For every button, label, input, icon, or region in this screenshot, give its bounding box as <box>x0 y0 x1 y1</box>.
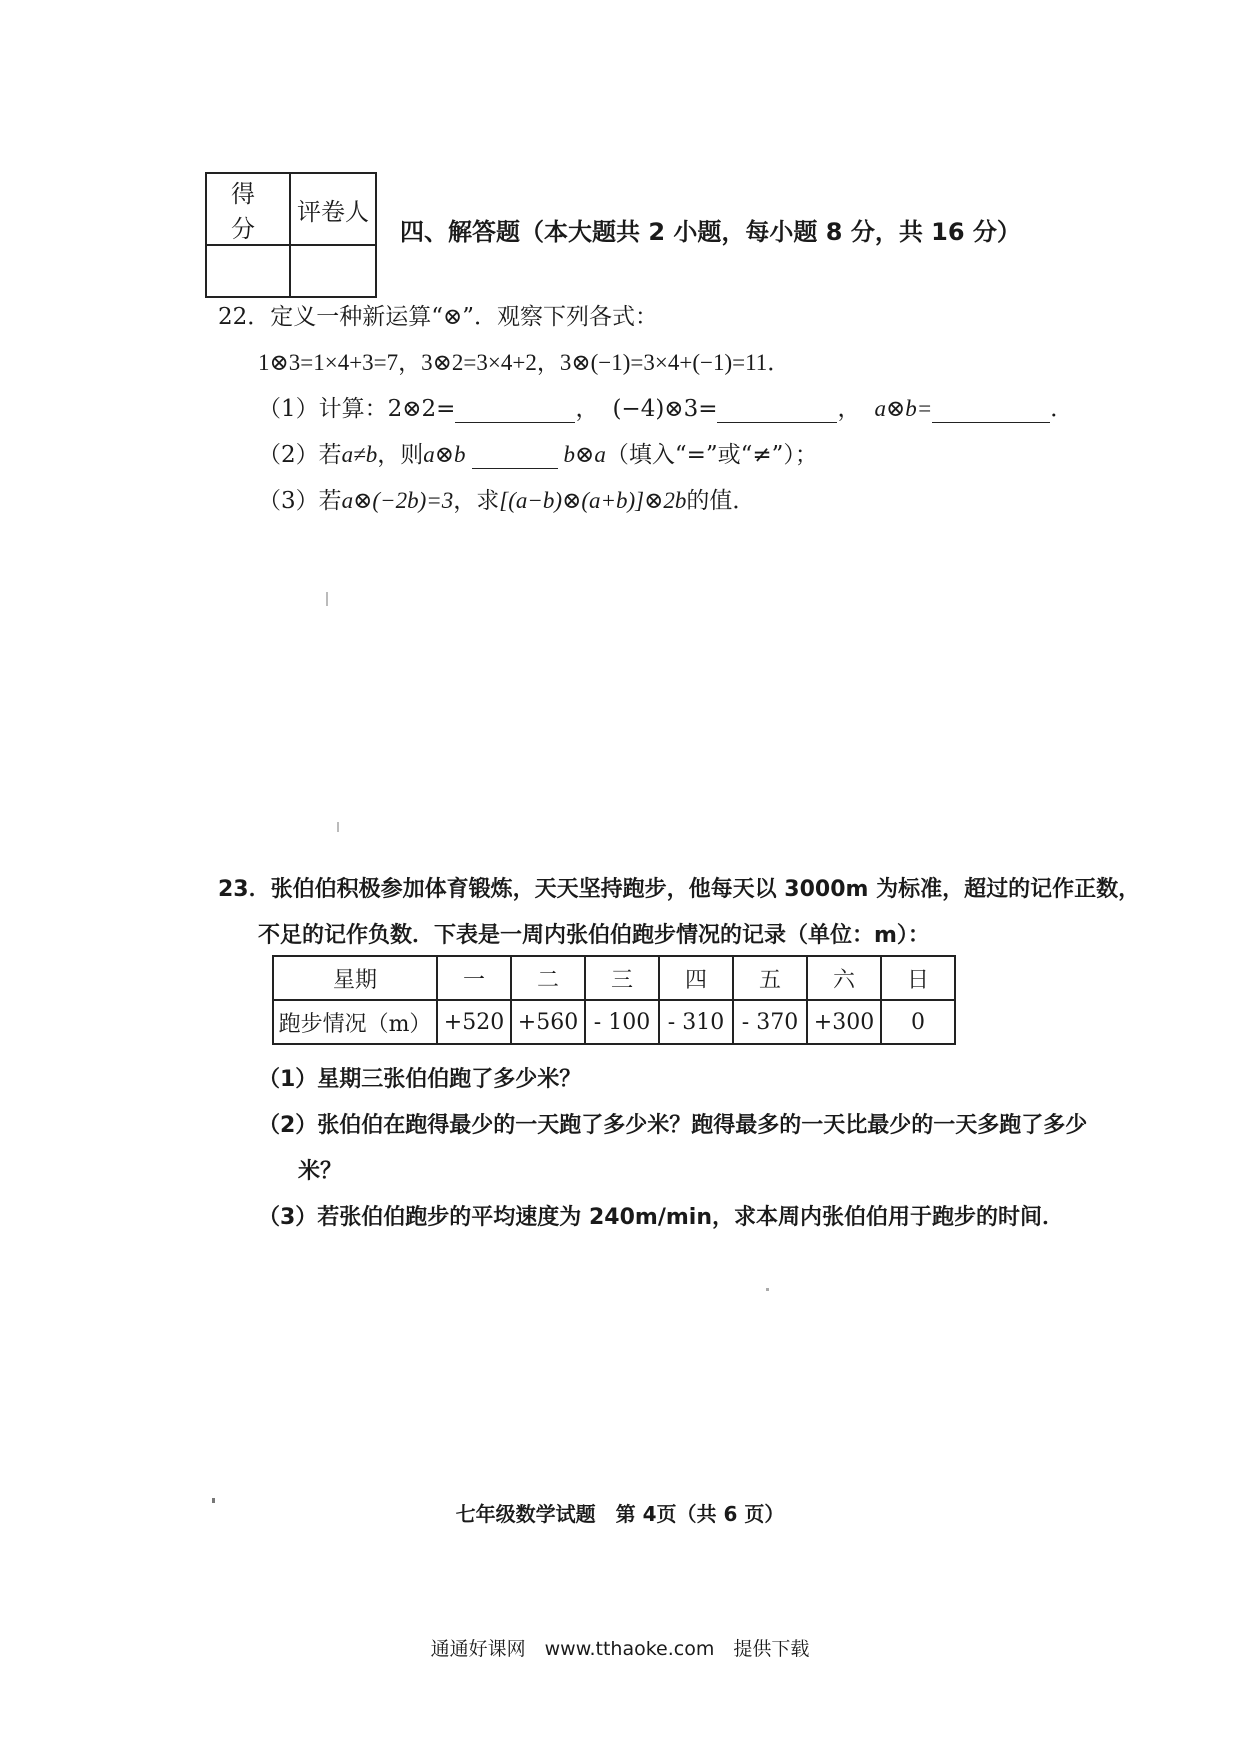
q22-p3-end: 的值． <box>686 488 756 514</box>
section-heading: 四、解答题（本大题共 2 小题，每小题 8 分，共 16 分） <box>400 218 1021 246</box>
q23-part1: （1）星期三张伯伯跑了多少米？ <box>258 1067 582 1092</box>
q22-examples: 1⊗3=1×4+3=7，3⊗2=3×4+2，3⊗(−1)=3×4+(−1)=11． <box>258 350 791 375</box>
page-footer: 七年级数学试题 第 4页（共 6 页） <box>455 1502 785 1526</box>
table-cell-value: 0 <box>881 1000 955 1044</box>
table-cell-value: +560 <box>511 1000 585 1044</box>
q22-p3-cond: a⊗(−2b)=3 <box>341 488 454 513</box>
q22-p1-sep2: ， <box>837 396 861 422</box>
table-row-label-weekday: 星期 <box>273 956 437 1000</box>
q22-p2-left: a⊗b <box>423 442 466 467</box>
q22-p2-prefix: （2）若 <box>258 442 342 468</box>
q23-stem-line1: 23．张伯伯积极参加体育锻炼，天天坚持跑步，他每天以 3000m 为标准，超过的记作正数， <box>218 877 1141 902</box>
q22-p1-prefix: （1）计算： <box>258 396 388 422</box>
table-cell-value: - 100 <box>585 1000 659 1044</box>
table-row-days <box>273 956 955 1000</box>
q23-part2-line2: 米？ <box>298 1159 343 1184</box>
q22-p1-a: 2⊗2= <box>387 396 456 422</box>
q22-part1 <box>258 390 1073 423</box>
q22-p2-right: b⊗a <box>563 442 606 467</box>
answer-blank-1[interactable] <box>455 400 575 423</box>
table-cell-day: 五 <box>733 956 807 1000</box>
download-note: 通通好课网 www.tthaoke.com 提供下载 <box>430 1638 810 1660</box>
q23-part3: （3）若张伯伯跑步的平均速度为 240m/min，求本周内张伯伯用于跑步的时间． <box>258 1205 1064 1230</box>
scan-speck <box>766 1288 769 1291</box>
table-cell-value: +520 <box>437 1000 511 1044</box>
table-cell-value: - 370 <box>733 1000 807 1044</box>
table-cell-day: 日 <box>881 956 955 1000</box>
q22-p2-cond: a≠b <box>341 442 378 467</box>
q22-p1-sep1: ， <box>575 396 599 422</box>
score-box <box>205 172 377 298</box>
scan-speck <box>337 822 339 832</box>
answer-blank-4[interactable] <box>472 446 558 469</box>
q22-part3 <box>258 482 755 515</box>
table-cell-value: +300 <box>807 1000 881 1044</box>
q22-p3-prefix: （3）若 <box>258 488 342 514</box>
table-cell-day: 三 <box>585 956 659 1000</box>
scan-speck <box>326 592 328 606</box>
grader-cell <box>290 245 376 297</box>
table-cell-day: 二 <box>511 956 585 1000</box>
q22-p2-then: ，则 <box>377 442 424 468</box>
score-label: 得 分 <box>206 173 290 245</box>
table-row-values <box>273 1000 955 1044</box>
q22-p1-b: (−4)⊗3= <box>612 396 718 422</box>
q22-stem: 22．定义一种新运算“⊗”．观察下列各式： <box>218 304 659 330</box>
grader-label: 评卷人 <box>290 173 376 245</box>
table-cell-day: 六 <box>807 956 881 1000</box>
table-cell-day: 四 <box>659 956 733 1000</box>
q22-p1-end: ． <box>1050 396 1074 422</box>
q22-p3-mid: ，求 <box>453 488 500 514</box>
running-record-table <box>272 955 956 1045</box>
answer-blank-2[interactable] <box>717 400 837 423</box>
q22-p1-c: a⊗b= <box>874 396 933 421</box>
answer-blank-3[interactable] <box>932 400 1050 423</box>
table-row-label-running: 跑步情况（m） <box>273 1000 437 1044</box>
q23-part2-line1: （2）张伯伯在跑得最少的一天跑了多少米？跑得最多的一天比最少的一天多跑了多少 <box>258 1113 1088 1138</box>
table-cell-value: - 310 <box>659 1000 733 1044</box>
q22-p2-hint: （填入“=”或“≠”）； <box>605 442 818 468</box>
q23-stem-line2: 不足的记作负数．下表是一周内张伯伯跑步情况的记录（单位：m）： <box>258 923 930 948</box>
q22-part2 <box>258 436 818 469</box>
score-cell <box>206 245 290 297</box>
table-cell-day: 一 <box>437 956 511 1000</box>
q22-p3-expr: [(a−b)⊗(a+b)]⊗2b <box>499 488 687 513</box>
